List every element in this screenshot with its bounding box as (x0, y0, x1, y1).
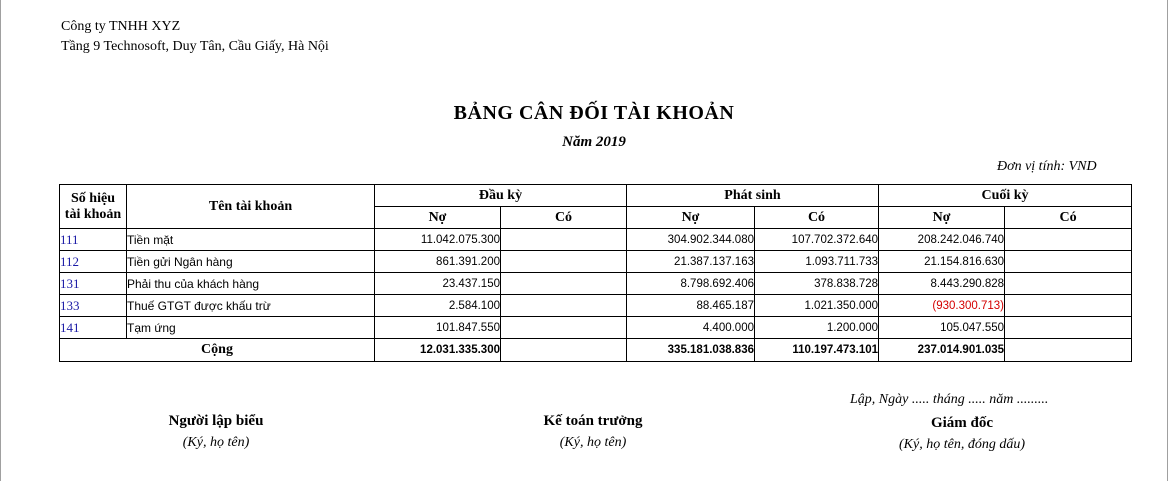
header-code-line1: Số hiệu (71, 190, 115, 206)
closing-credit (1005, 295, 1132, 317)
header-account-name: Tên tài khoản (127, 185, 375, 229)
account-code[interactable]: 133 (60, 295, 127, 317)
total-label: Cộng (60, 339, 375, 362)
movement-debit: 21.387.137.163 (627, 251, 755, 273)
account-name: Phải thu của khách hàng (127, 273, 375, 295)
company-address: Tầng 9 Technosoft, Duy Tân, Cầu Giấy, Hà Nội (61, 39, 329, 54)
total-opening-debit: 12.031.335.300 (375, 339, 501, 362)
accountant-hint: (Ký, họ tên) (559, 435, 627, 450)
closing-credit (1005, 317, 1132, 339)
currency-unit: Đơn vị tính: VND (997, 159, 1097, 174)
movement-credit: 107.702.372.640 (755, 229, 879, 251)
table-row (60, 317, 1132, 339)
preparer-role: Người lập biểu (168, 413, 264, 429)
total-row (60, 339, 1132, 362)
movement-debit: 4.400.000 (627, 317, 755, 339)
opening-debit: 101.847.550 (375, 317, 501, 339)
closing-credit (1005, 251, 1132, 273)
company-header (61, 17, 329, 57)
header-code-line2: tài khoản (64, 206, 122, 222)
table-row (60, 251, 1132, 273)
header-closing-credit: Có (1005, 207, 1132, 229)
trial-balance-table (59, 184, 1132, 362)
opening-credit (501, 317, 627, 339)
signature-preparer (96, 413, 336, 451)
movement-debit: 88.465.187 (627, 295, 755, 317)
header-closing-debit: Nợ (879, 207, 1005, 229)
movement-credit: 1.093.711.733 (755, 251, 879, 273)
header-movement-debit: Nợ (627, 207, 755, 229)
closing-debit: 208.242.046.740 (879, 229, 1005, 251)
total-movement-credit: 110.197.473.101 (755, 339, 879, 362)
header-account-code (60, 185, 127, 229)
report-year: Năm 2019 (562, 134, 626, 150)
opening-credit (501, 251, 627, 273)
preparer-hint: (Ký, họ tên) (182, 435, 250, 450)
account-name: Tiền mặt (127, 229, 375, 251)
table-row (60, 295, 1132, 317)
opening-debit: 11.042.075.300 (375, 229, 501, 251)
director-hint: (Ký, họ tên, đóng dấu) (899, 437, 1025, 452)
account-code[interactable]: 141 (60, 317, 127, 339)
opening-credit (501, 273, 627, 295)
signature-chief-accountant (473, 413, 713, 451)
header-opening-debit: Nợ (375, 207, 501, 229)
signature-director (842, 415, 1082, 453)
table-row (60, 273, 1132, 295)
closing-debit: 8.443.290.828 (879, 273, 1005, 295)
closing-debit: 21.154.816.630 (879, 251, 1005, 273)
account-code[interactable]: 131 (60, 273, 127, 295)
report-title: BẢNG CÂN ĐỐI TÀI KHOẢN (453, 102, 735, 124)
closing-credit (1005, 229, 1132, 251)
closing-debit-negative: (930.300.713) (879, 295, 1005, 317)
account-code[interactable]: 112 (60, 251, 127, 273)
account-name: Tiền gửi Ngân hàng (127, 251, 375, 273)
movement-debit: 304.902.344.080 (627, 229, 755, 251)
movement-credit: 1.021.350.000 (755, 295, 879, 317)
total-movement-debit: 335.181.038.836 (627, 339, 755, 362)
accountant-role: Kế toán trưởng (543, 413, 643, 429)
opening-debit: 23.437.150 (375, 273, 501, 295)
account-name: Tạm ứng (127, 317, 375, 339)
opening-credit (501, 229, 627, 251)
opening-debit: 2.584.100 (375, 295, 501, 317)
movement-credit: 378.838.728 (755, 273, 879, 295)
closing-debit: 105.047.550 (879, 317, 1005, 339)
header-movement-credit: Có (755, 207, 879, 229)
account-name: Thuế GTGT được khấu trừ (127, 295, 375, 317)
movement-credit: 1.200.000 (755, 317, 879, 339)
director-role: Giám đốc (930, 415, 994, 431)
opening-credit (501, 295, 627, 317)
company-name: Công ty TNHH XYZ (61, 19, 181, 34)
total-closing-credit (1005, 339, 1132, 362)
table-row (60, 229, 1132, 251)
opening-debit: 861.391.200 (375, 251, 501, 273)
signature-date-line: Lập, Ngày ..... tháng ..... năm ......... (850, 392, 1049, 407)
account-code[interactable]: 111 (60, 229, 127, 251)
total-opening-credit (501, 339, 627, 362)
movement-debit: 8.798.692.406 (627, 273, 755, 295)
closing-credit (1005, 273, 1132, 295)
header-movement: Phát sinh (627, 185, 879, 207)
header-closing: Cuối kỳ (879, 185, 1132, 207)
total-closing-debit: 237.014.901.035 (879, 339, 1005, 362)
header-opening-credit: Có (501, 207, 627, 229)
header-opening: Đầu kỳ (375, 185, 627, 207)
